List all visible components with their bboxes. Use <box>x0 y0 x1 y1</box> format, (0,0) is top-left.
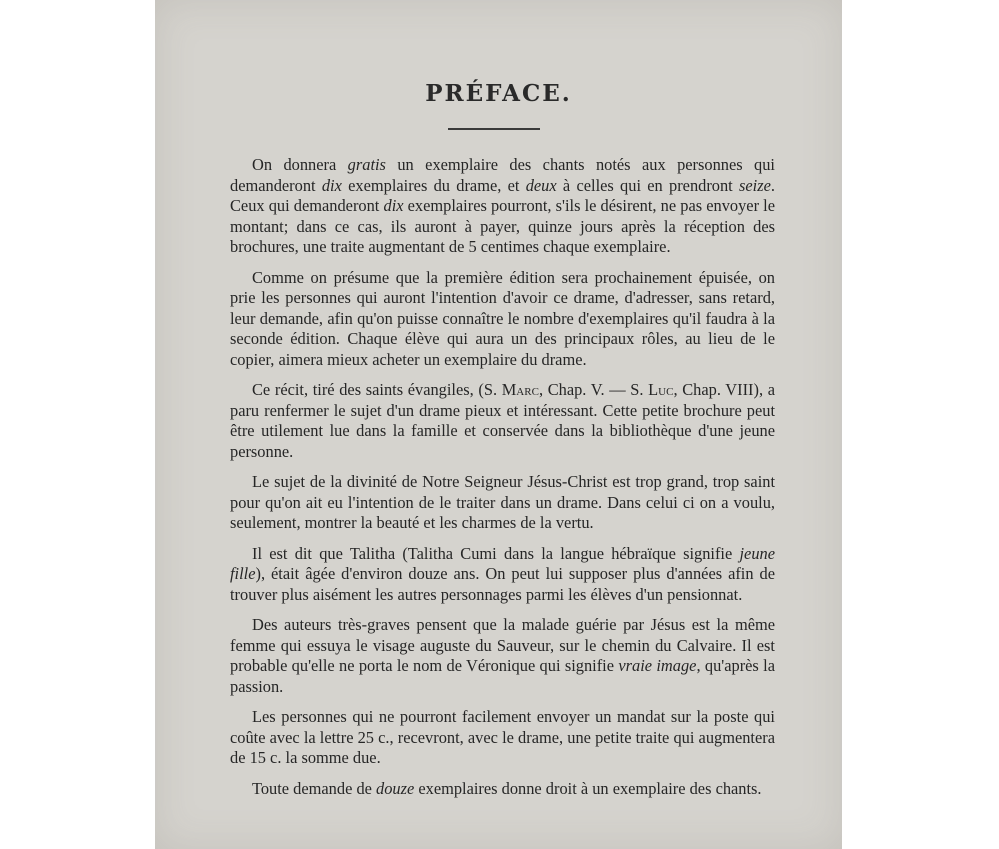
paragraph <box>230 707 775 769</box>
text-run: un exemplaire des chants notés aux personnes qui demanderont <box>230 155 775 195</box>
page-title: PRÉFACE. <box>425 80 572 107</box>
text-run: à celles qui en prendront <box>556 175 740 195</box>
text-run: On donnera <box>252 155 348 174</box>
paragraph <box>230 380 775 462</box>
italic-text: dix <box>383 196 404 215</box>
small-caps-text: Marc <box>501 380 539 399</box>
italic-text: vraie image <box>618 656 697 675</box>
italic-text: douze <box>376 778 415 798</box>
text-run: Il est dit que Talitha (Talitha Cumi dans la langue hébraïque signifie <box>252 543 740 563</box>
italic-text: seize <box>739 175 771 195</box>
text-run: exemplaires pourront, s'ils le désirent, ne pas envoyer le montant; dans ce cas, ils auront à payer, quinze jours après la réception des brochures, une traite augmentant de 5 centimes chaque exemplaire. <box>230 196 775 256</box>
preface-body <box>230 155 775 809</box>
paragraph <box>230 615 775 697</box>
text-run: exemplaires donne droit à un exemplaire des chants. <box>414 778 762 798</box>
text-run: Comme on présume que la première édition sera prochainement épuisée, on prie les personnes qui auront l'intention d'avoir ce drame, d'adresser, sans retard, leur demande, afin qu'on puisse connaître le nombre d'exemplaires qu'il faudra à la seconde édition. Chaque élève qui aura un des principaux rôles, au lieu de le copier, aimera mieux acheter un exemplaire du drame. <box>230 267 775 369</box>
text-run: Des auteurs très-graves pensent que la malade guérie par Jésus est la même femme qui essuya le visage auguste du Sauveur, sur le chemin du Calvaire. Il est probable qu'elle ne porta le nom de Véronique qui signifie <box>230 615 775 675</box>
text-run: Toute demande de <box>252 778 377 798</box>
small-caps-text: Luc <box>648 380 674 399</box>
paragraph <box>230 155 775 258</box>
paragraph <box>230 472 775 534</box>
text-run: Les personnes qui ne pourront facilement envoyer un mandat sur la poste qui coûte avec la lettre 25 c., recevront, avec le drame, une petite traite qui augmentera de 15 c. la somme due. <box>230 707 775 767</box>
title-rule <box>448 128 540 130</box>
text-run: , qu'après la passion. <box>230 656 775 696</box>
italic-text: deux <box>525 175 557 195</box>
italic-text: gratis <box>347 155 386 174</box>
text-run: exemplaires du drame, et <box>341 175 526 195</box>
text-run: ), était âgée d'environ douze ans. On peut lui supposer plus d'années afin de trouver plus aisément les autres personnages parmi les élèves d'un pensionnat. <box>230 564 775 604</box>
italic-text: dix <box>321 175 342 195</box>
italic-text: jeune fille <box>230 543 775 583</box>
text-run: , Chap. V. — S. <box>538 380 649 399</box>
text-run: Le sujet de la divinité de Notre Seigneur Jésus-Christ est trop grand, trop saint pour qu'on ait eu l'intention de le traiter dans un drame. Dans celui ci on a voulu, seulement, montrer la beauté et les charmes de la vertu. <box>230 472 775 532</box>
text-run: Ce récit, tiré des saints évangiles, (S. <box>252 380 502 399</box>
text-run: , Chap. VIII), a paru renfermer le sujet d'un drame pieux et intéressant. Cette petite brochure peut être utilement lue dans la famille et conservée dans la bibliothèque d'une jeune personne. <box>230 380 775 461</box>
text-run: . Ceux qui demanderont <box>230 175 775 215</box>
paragraph <box>230 268 775 371</box>
paragraph <box>230 544 775 606</box>
book-page <box>155 0 842 849</box>
paragraph <box>230 779 775 800</box>
